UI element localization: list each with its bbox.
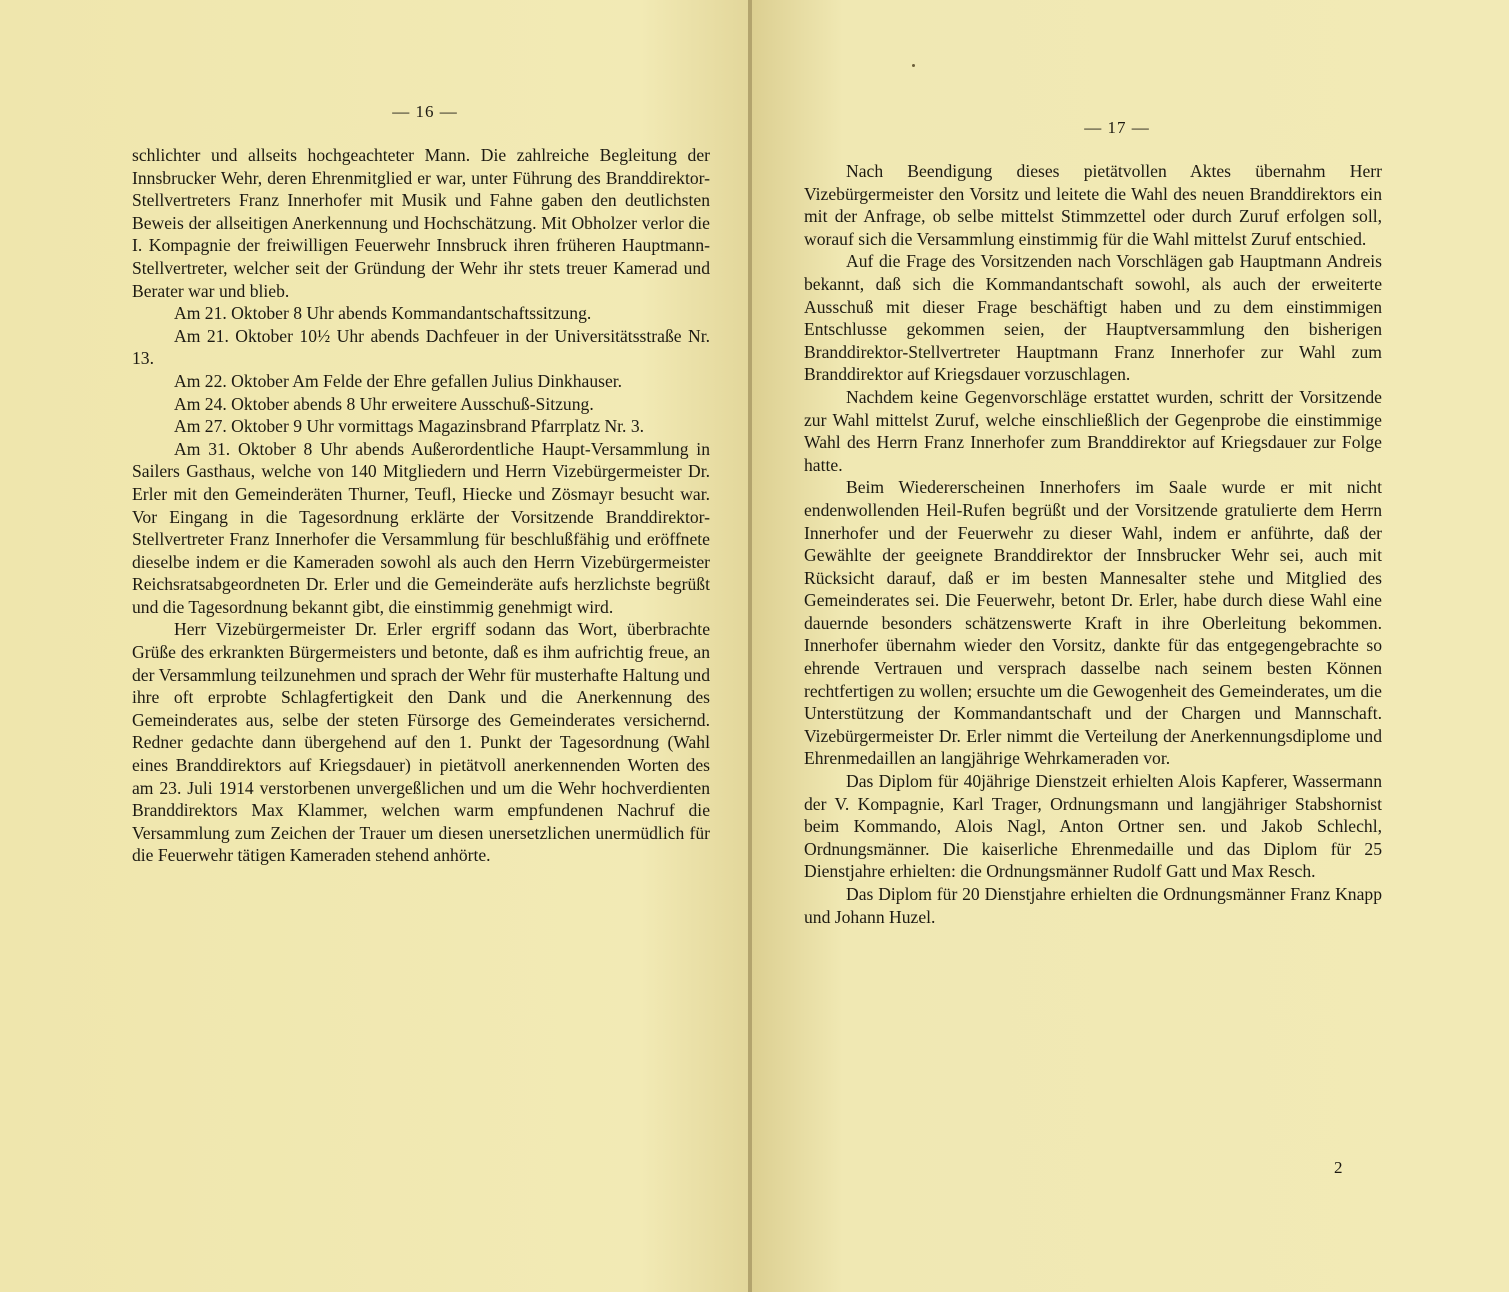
page-body bbox=[804, 160, 1382, 928]
paragraph: Am 31. Oktober 8 Uhr abends Außerordentliche Haupt-Versammlung in Sailers Gasthaus, welche von 140 Mitgliedern und Herrn Vizebürgermeister Dr. Erler mit den Gemeinderäten Thurner, Teufl, Hiecke und Zösmayr besucht war. Vor Eingang in die Tagesordnung erklärte der Vorsitzende Branddirektor-Stellvertreter Franz Innerhofer die Versammlung für beschlußfähig und eröffnete dieselbe indem er die Kameraden sowohl als auch den Herrn Vizebürgermeister Reichsratsabgeordneten Dr. Erler und die Gemeinderäte aufs herzlichste begrüßt und die Tagesordnung bekannt gibt, die einstimmig genehmigt wird. bbox=[132, 438, 710, 617]
right-page bbox=[752, 0, 1509, 1292]
paragraph: Nachdem keine Gegenvorschläge erstattet wurden, schritt der Vorsitzende zur Wahl mittelst Zuruf, welche einschließlich der Gegenprobe die einstimmige Wahl des Herrn Franz Innerhofer zum Branddirektor auf Kriegsdauer zur Folge hatte. bbox=[804, 386, 1382, 475]
paragraph: Auf die Frage des Vorsitzenden nach Vorschlägen gab Hauptmann Andreis bekannt, daß sich die Kommandantschaft sowohl, als auch der erweiterte Ausschuß mit dieser Frage beschäftigt haben und zu dem einstimmigen Entschlusse gekommen seien, der Hauptversammlung den bisherigen Branddirektor-Stellvertreter Hauptmann Franz Innerhofer zur Wahl zum Branddirektor auf Kriegsdauer vorzuschlagen. bbox=[804, 251, 1382, 385]
paragraph: Am 24. Oktober abends 8 Uhr erweitere Ausschuß-Sitzung. bbox=[174, 393, 594, 414]
print-speck bbox=[912, 64, 915, 67]
paragraph: Am 22. Oktober Am Felde der Ehre gefallen Julius Dinkhauser. bbox=[174, 370, 623, 391]
paragraph: Beim Wiedererscheinen Innerhofers im Saale wurde er mit nicht endenwollenden Heil-Rufen begrüßt und der Vorsitzende gratulierte dem Herrn Innerhofer und der Feuerwehr zu dieser Wahl, indem er anführte, daß der Gewählte der geeignete Branddirektor der Innsbrucker Wehr sei, auch mit Rücksicht darauf, daß er im besten Mannesalter stehe und Mitglied des Gemeinderates sei. Die Feuerwehr, betont Dr. Erler, habe durch diese Wahl eine dauernde besonders schätzenswerte Kraft in ihre Oberleitung bekommen. Innerhofer übernahm wieder den Vorsitz, dankte für das entgegengebrachte so ehrende Vertrauen und versprach dasselbe nach seinem besten Können rechtfertigen zu wollen; ersuchte um die Gewogenheit des Gemeinderates, um die Unterstützung der Kommandantschaft und der Chargen und Mannschaft. Vizebürgermeister Dr. Erler nimmt die Verteilung der Anerkennungsdiplome und Ehrenmedaillen an langjährige Wehrkameraden vor. bbox=[804, 477, 1382, 769]
signature-mark: 2 bbox=[1334, 1158, 1343, 1177]
page-number: — 17 — bbox=[1084, 118, 1150, 137]
paragraph: Am 21. Oktober 8 Uhr abends Kommandantschaftssitzung. bbox=[174, 303, 592, 324]
paragraph: Am 27. Oktober 9 Uhr vormittags Magazinsbrand Pfarrplatz Nr. 3. bbox=[174, 416, 645, 437]
paragraph: Am 21. Oktober 10½ Uhr abends Dachfeuer in der Universitätsstraße Nr. 13. bbox=[132, 325, 710, 369]
left-page bbox=[0, 0, 752, 1292]
page-number: — 16 — bbox=[392, 102, 458, 121]
paragraph: Herr Vizebürgermeister Dr. Erler ergriff sodann das Wort, überbrachte Grüße des erkrankten Bürgermeisters und betonte, daß es ihm aufrichtig freue, an der Versammlung teilzunehmen und sprach der Wehr für musterhafte Haltung und ihre oft erprobte Schlagfertigkeit den Dank und die Anerkennung des Gemeinderates aus, selbe der steten Fürsorge des Gemeinderates versichernd. Redner gedachte dann übergehend auf den 1. Punkt der Tagesordnung (Wahl eines Branddirektors auf Kriegsdauer) in pietätvoll anerkennenden Worten des am 23. Juli 1914 verstorbenen unvergeßlichen und um die Wehr hochverdienten Branddirektors Max Klammer, welchen warm empfundenen Nachruf die Versammlung zum Zeichen der Trauer um diesen unersetzlichen unermüdlich für die Feuerwehr tätigen Kameraden stehend anhörte. bbox=[132, 619, 710, 866]
paragraph: Das Diplom für 20 Dienstjahre erhielten die Ordnungsmänner Franz Knapp und Johann Huzel. bbox=[804, 884, 1382, 927]
paragraph: Nach Beendigung dieses pietätvollen Aktes übernahm Herr Vizebürgermeister den Vorsitz und leitete die Wahl des neuen Branddirektors ein mit der Anfrage, ob selbe mittelst Stimmzettel oder durch Zuruf erfolgen soll, worauf sich die Versammlung einstimmig für die Wahl mittelst Zuruf entschied. bbox=[804, 161, 1382, 249]
paragraph: Das Diplom für 40jährige Dienstzeit erhielten Alois Kapferer, Wassermann der V. Kompagnie, Karl Trager, Ordnungsmann und langjähriger Stabshornist beim Kommando, Alois Nagl, Anton Ortner sen. und Jakob Schlechl, Ordnungsmänner. Die kaiserliche Ehrenmedaille und das Diplom für 25 Dienstjahre erhielten: die Ordnungsmänner Rudolf Gatt und Max Resch. bbox=[804, 771, 1382, 882]
paragraph: schlichter und allseits hochgeachteter Mann. Die zahlreiche Begleitung der Innsbrucker Wehr, deren Ehrenmitglied er war, unter Führung des Branddirektor-Stellvertreters Franz Innerhofer mit Musik und Fahne gaben den deutlichsten Beweis der allseitigen Anerkennung und Hochschätzung. Mit Obholzer verlor die I. Kompagnie der freiwilligen Feuerwehr Innsbruck ihren früheren Hauptmann-Stellvertreter, welcher seit der Gründung der Wehr ihr stets treuer Kamerad und Berater war und blieb. bbox=[132, 145, 710, 301]
page-body bbox=[132, 144, 710, 867]
